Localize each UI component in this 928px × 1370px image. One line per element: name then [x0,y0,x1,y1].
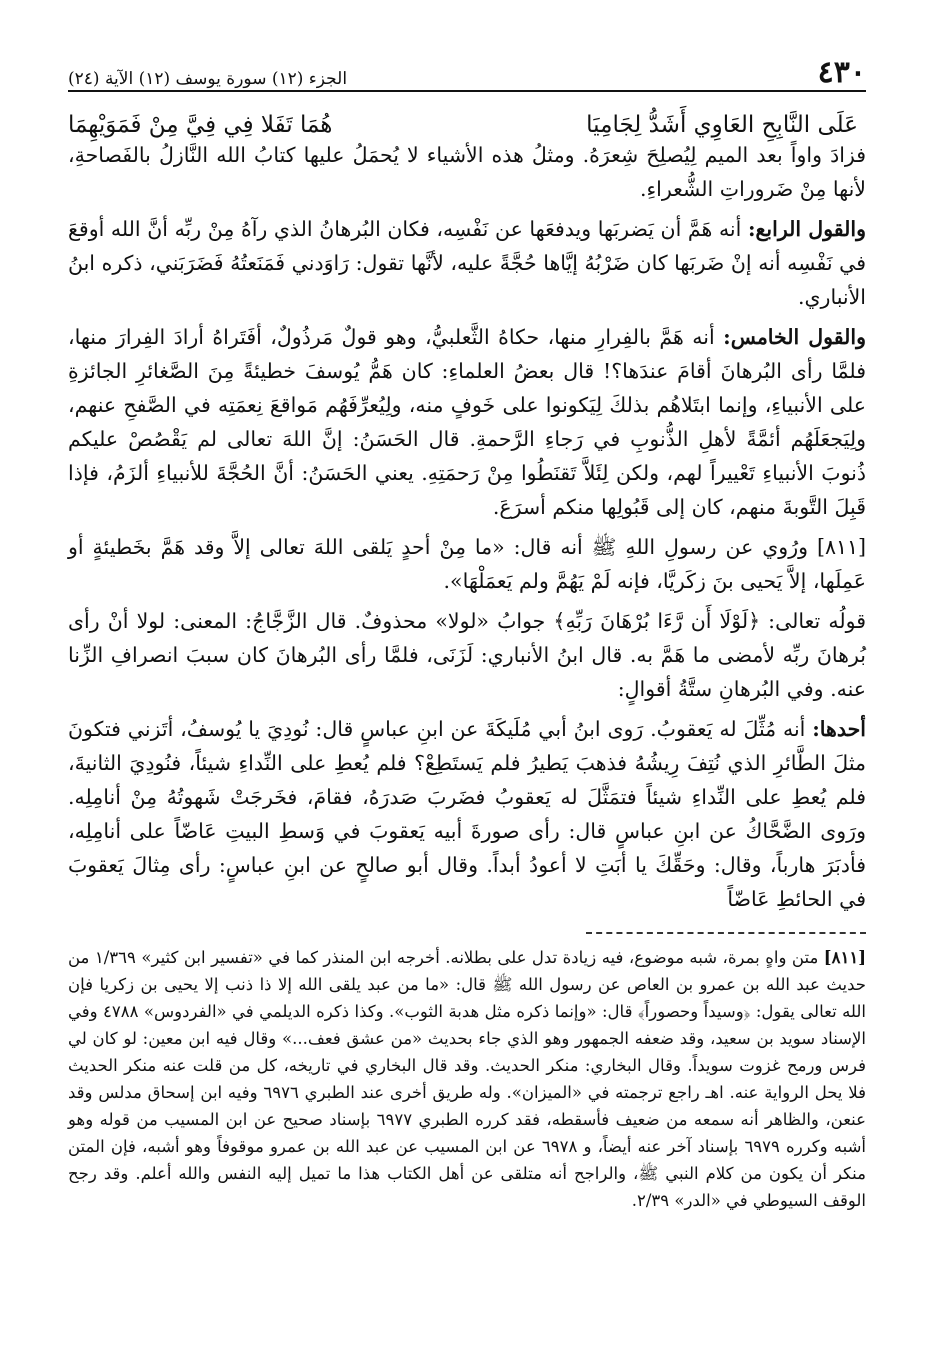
page-number: ٤٣٠ [817,55,866,90]
footnote-separator [586,932,866,934]
paragraph-text: أنه مُثِّلَ له يَعقوبُ. رَوى ابنُ أبي مُلَيكَةَ عن ابنِ عباسٍ قال: نُودِيَ يا يُوسفُ، أتَزني فتكونَ مثلَ الطَّائرِ الذي نُتِفَ رِيشُهُ فذهبَ يَطيرُ فلم يَستَطِعْ؟ فلم يُعطِ على النِّداءِ شيئاً، فنُودِيَ الثانيةَ، فلم يُعطِ على النِّداءِ شيئاً فتمَثَّلَ له يَعقوبُ فضَربَ صَدرَهُ، فقامَ، فخَرجَتْ شَهوتُهُ مِنْ أنامِلِه. ورَوى الضَّحَّاكُ عن ابنِ عباسٍ قال: رأى صورةَ أبيه يَعقوبَ في وَسطِ البيتِ عَاضّاً على أنامِلِه، فأدبَرَ هارباً، وقال: وحَقِّكَ يا أبَتِ لا أعودُ أبداً. وقال أبو صالحٍ عن ابنِ عباسٍ: رأى مِثالَ يَعقوبَ في الحائطِ عَاضّاً [68,717,866,911]
running-title: الجزء (١٢) سورة يوسف (١٢) الآية (٢٤) [68,69,348,89]
paragraph-text: أنه هَمَّ بالفِرارِ منها، حكاهُ الثَّعلبيُّ، وهو قولٌ مَرذُولٌ، أفَتَراهُ أرادَ الفِرارَ منها، فلمَّا رأى البُرهانَ أقامَ عندَها؟! قال بعضُ العلماءِ: كان هَمُّ يُوسفَ خطيئةً مِنَ الصَّغائرِ الجائزةِ على الأنبياءِ، وإنما ابتَلاهُم بذلكَ لِيَكونوا على خَوفٍ منه، ولِيُعرِّفَهُم مَواقعَ نِعمَتِه في الصَّفحِ عنهم، ولِيَجعَلَهُم أئمَّةً لأهلِ الذُّنوبِ في رَجاءِ الرَّحمةِ. قال الحَسَنُ: إنَّ اللهَ تعالى لم يَقْصُصْ عليكم ذُنوبَ الأنبياءِ تَعْييراً لهم، ولكن لِئَلاَّ تَقنَطُوا مِنْ رَحمَتِهِ. يعني الحَسَنُ: أنَّ الحُجَّةَ للأنبياءِ ألزَمُ، فإذا قَبِلَ التَّوبةَ منهم، كان إلى قَبُولِها منكم أسرَعَ. [68,325,866,519]
paragraph [68,530,866,598]
footnote [68,944,866,1214]
paragraph-label: والقول الرابع: [747,217,866,241]
page-header [68,48,866,92]
paragraph [68,712,866,916]
paragraph [68,320,866,524]
paragraph-text: ورُوي عن رسولِ اللهِ ﷺ أنه قال: «ما مِنْ أحدٍ يَلقى اللهَ تعالى إلاَّ وقد هَمَّ بخَطيئةٍ أو عَمِلَها، إلاَّ يَحيى بنَ زكَريَّا، فإنه لَمْ يَهُمَّ ولم يَعمَلْهَا». [68,535,866,593]
verse-hemistich-right: عَلَى النَّابِحِ العَاوِي أَشَدُّ لِجَامِيَا [586,112,858,138]
paragraph-text: فزادَ واواً بعد الميم لِيُصلِحَ شِعرَهُ. ومثلُ هذه الأشياء لا يُحمَلُ عليها كتابُ الله النَّازلُ بالفَصاحةِ، لأنها مِنْ ضَروراتِ الشُّعراءِ. [68,143,866,201]
footnote-number: [٨١١] [823,948,866,967]
main-text [68,138,866,916]
paragraph [68,212,866,314]
paragraph-text: قولُه تعالى: ﴿لَوْلَا أَن رَّءَا بُرْهَانَ رَبِّهِ﴾ جوابُ «لولا» محذوفٌ. قال الزَّجَّاجُ: المعنى: لولا أنْ رأى بُرهانَ ربِّه لأمضى ما هَمَّ به. قال ابنُ الأنباري: لَزَنَى، فلمَّا رأى البُرهانَ كان سببَ انصرافِ الزِّنا عنه. وفي البُرهانِ ستَّةُ أقوالٍ: [68,609,866,701]
poetry-verse [68,112,866,138]
footnote-text: متن واهٍ بمرة، شبه موضوع، فيه زيادة تدل على بطلانه. أخرجه ابن المنذر كما في «تفسير ابن كثير» ١/٣٦٩ من حديث عبد الله بن عمرو بن العاص عن رسول الله ﷺ قال: «ما من عبد يلقى الله إلا ذا ذنب إلا يحيى بن زكريا فإن الله تعالى يقول: ﴿وسيداً وحصوراً﴾ قال: «وإنما ذكره مثل هدبة الثوب». وكذا ذكره الديلمي في «الفردوس» ٤٧٨٨ وفي الإسناد سويد بن سعيد، وقد ضعفه الجمهور وهو الذي جاء بحديث «من عشق فعف...» وقال فيه ابن معين: لو كان لي فرس ورمح غزوت سويداً. وقال البخاري: منكر الحديث. وقد قال البخاري في تاريخه، كل من قلت عنه منكر الحديث فلا يحل الرواية عنه. اهـ راجع ترجمته في «الميزان». وله طريق أخرى عند الطبري ٦٩٧٦ وفيه ابن إسحاق مدلس وقد عنعن، والظاهر أنه سمعه من ضعيف فأسقطه، فقد كرره الطبري ٦٩٧٧ بإسناد صحيح عن ابن المسيب من قوله وهو أشبه وكرره ٦٩٧٩ بإسناد آخر عنه أيضاً، و ٦٩٧٨ عن ابن المسيب عن عبد الله بن عمرو موقوفاً وهو أشبه، فإن المتن منكر أن يكون من كلام النبي ﷺ، والراجح أنه متلقى عن أهل الكتاب هذا ما تميل إليه النفس والله أعلم. وقد رجح الوقف السيوطي في «الدر» ٢/٣٩. [68,948,867,1210]
verse-hemistich-left: هُمَا تَفَلا فِي فِيَّ مِنْ فَمَوَيْهِمَا [68,112,333,138]
paragraph [68,138,866,206]
paragraph-text: أنه هَمَّ أن يَضربَها ويدفعَها عن نَفْسِه، فكان البُرهانُ الذي رآهُ مِنْ ربِّه أنَّ الله أوقعَ في نَفْسِه أنه إنْ ضَربَها كان ضَرْبُهُ إيَّاها حُجَّةً عليه، لأنَّها تقول: رَاوَدني فَمَنَعتُهُ فَضَرَبَني، ذكره ابنُ الأنباري. [68,217,866,309]
paragraph-label: والقول الخامس: [723,325,866,349]
hadith-number: [٨١١] [816,535,866,559]
paragraph-label: أحدها: [812,717,866,741]
paragraph [68,604,866,706]
